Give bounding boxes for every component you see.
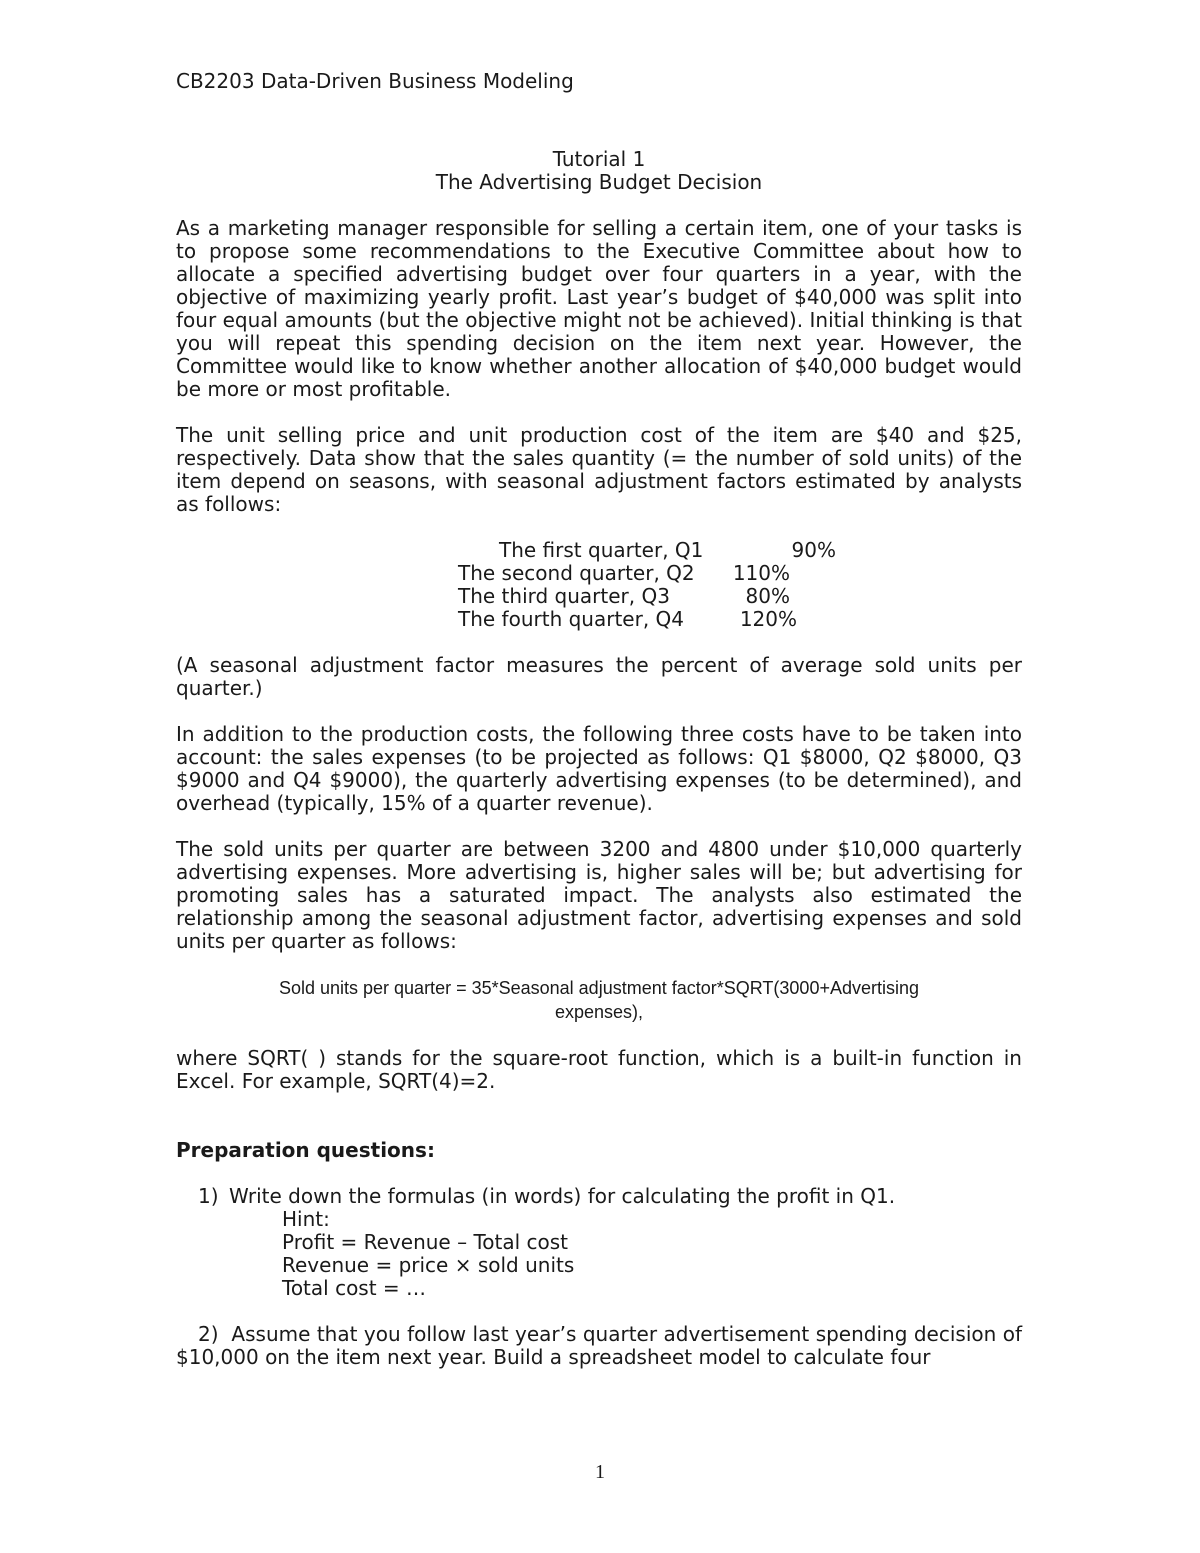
- factor-value: 80%: [745, 584, 790, 608]
- question-text: 2) Assume that you follow last year’s quarter advertisement spending decision of $10,000 on the item next year. Build a spreadsheet model to calculate four: [176, 1322, 1023, 1369]
- hint-line: Total cost = …: [282, 1276, 427, 1300]
- question-text: Write down the formulas (in words) for calculating the profit in Q1.: [229, 1184, 896, 1208]
- prep-heading: Preparation questions:: [176, 1138, 435, 1162]
- sqrt-note-paragraph: where SQRT( ) stands for the square-root function, which is a built-in function in Excel. For example, SQRT(4)=2.: [176, 1046, 1022, 1093]
- hint-line: Profit = Revenue – Total cost: [282, 1230, 569, 1254]
- factor-label: The fourth quarter, Q4: [458, 607, 685, 631]
- tutorial-title: The Advertising Budget Decision: [435, 170, 763, 194]
- question-2: [176, 1323, 1022, 1369]
- hint-line: Revenue = price × sold units: [282, 1253, 575, 1277]
- factor-value: 110%: [732, 561, 790, 585]
- page-number: 1: [595, 1461, 605, 1483]
- intro-paragraph: As a marketing manager responsible for selling a certain item, one of your tasks is to propose some recommendations to the Executive Committee about how to allocate a specified advertising budget over four quarters in a year, with the objective of maximizing yearly profit. Last year’s budget of $40,000 was split into four equal amounts (but the objective might not be achieved). Initial thinking is that you will repeat this spending decision on the item next year. However, the Committee would like to know whether another allocation of $40,000 budget would be more or most profitable.: [176, 216, 1022, 401]
- question-number: 2): [198, 1322, 219, 1346]
- factor-value: 90%: [791, 538, 836, 562]
- factor-label: The third quarter, Q3: [458, 584, 670, 608]
- sold-units-formula: Sold units per quarter = 35*Seasonal adjustment factor*SQRT(3000+Advertising expenses),: [278, 978, 920, 1022]
- question-number: 1): [198, 1184, 219, 1208]
- factor-note-paragraph: (A seasonal adjustment factor measures the percent of average sold units per quarter.): [176, 653, 1022, 700]
- factor-value: 120%: [739, 607, 797, 631]
- factor-label: The first quarter, Q1: [499, 538, 704, 562]
- title-block: [176, 148, 1022, 194]
- price-paragraph: The unit selling price and unit production cost of the item are $40 and $25, respectively. Data show that the sales quantity (= the number of sold units) of the item depend on seasons, with seasonal adjustment factors estimated by analysts as follows:: [176, 423, 1022, 516]
- hint-block: [282, 1208, 1022, 1300]
- factor-label: The second quarter, Q2: [458, 561, 695, 585]
- hint-line: Hint:: [282, 1207, 330, 1231]
- course-header: CB2203 Data-Driven Business Modeling: [176, 69, 574, 93]
- question-1: [176, 1185, 1022, 1300]
- tutorial-number: Tutorial 1: [552, 147, 646, 171]
- seasonal-factors-list: [176, 539, 1022, 631]
- sold-units-paragraph: The sold units per quarter are between 3200 and 4800 under $10,000 quarterly advertising expenses. More advertising is, higher sales will be; but advertising for promoting sales has a saturated impact. The analysts also estimated the relationship among the seasonal adjustment factor, advertising expenses and sold units per quarter as follows:: [176, 837, 1022, 953]
- costs-paragraph: In addition to the production costs, the following three costs have to be taken into account: the sales expenses (to be projected as follows: Q1 $8000, Q2 $8000, Q3 $9000 and Q4 $9000), the quarterly advertising expenses (to be determined), and overhead (typically, 15% of a quarter revenue).: [176, 722, 1022, 815]
- document-body: [176, 217, 1022, 1369]
